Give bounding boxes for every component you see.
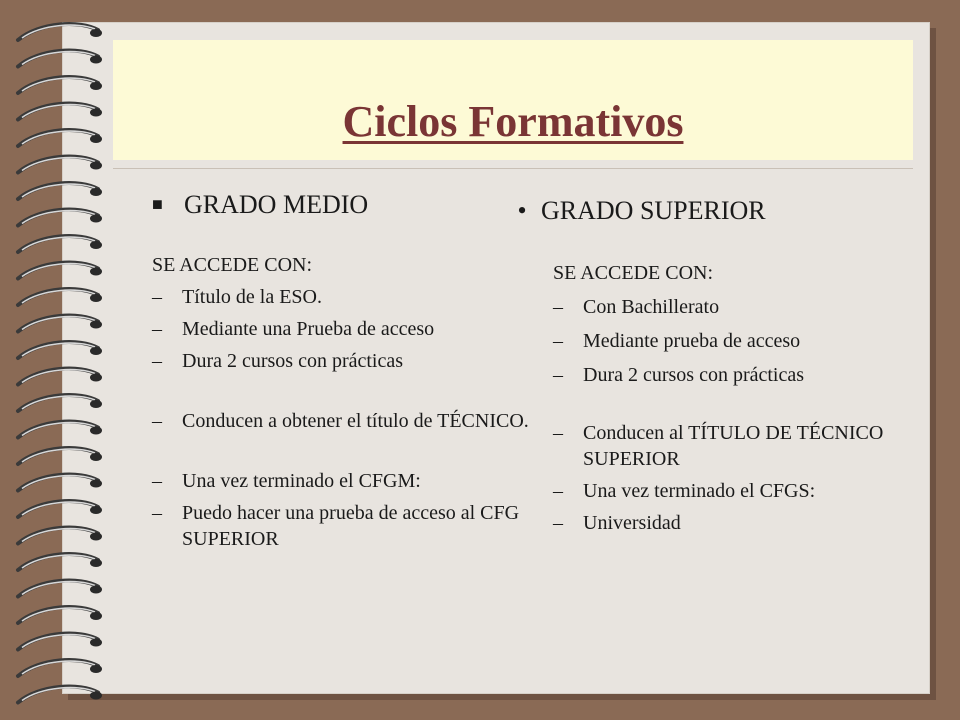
list-item: – Conducen a obtener el título de TÉCNICO. <box>152 410 529 432</box>
divider <box>113 168 913 169</box>
dot-bullet-icon: • <box>517 196 527 225</box>
grado-medio-subheading: SE ACCEDE CON: <box>152 254 313 276</box>
list-item: – Dura 2 cursos con prácticas <box>152 350 404 372</box>
list-item: – Mediante una Prueba de acceso <box>152 318 435 340</box>
grado-superior-column <box>503 198 903 536</box>
list-item: – Puedo hacer una prueba de acceso al CFG SUPERIOR <box>152 502 520 550</box>
page-title: Ciclos Formativos <box>342 97 684 146</box>
grado-medio-column <box>152 192 532 552</box>
grado-medio-heading-text: GRADO MEDIO <box>184 190 369 219</box>
list-item: – Título de la ESO. <box>152 286 322 308</box>
list-item: – Con Bachillerato <box>553 296 720 318</box>
list-item: – Dura 2 cursos con prácticas <box>553 364 805 386</box>
list-item: – Una vez terminado el CFGM: <box>152 470 421 492</box>
list-item: – Universidad <box>553 512 681 534</box>
list-item: – Una vez terminado el CFGS: <box>553 480 816 502</box>
spiral-binding-icon <box>0 0 120 720</box>
grado-superior-subheading: SE ACCEDE CON: <box>553 262 714 284</box>
grado-medio-heading <box>152 192 532 218</box>
grado-superior-heading-text: GRADO SUPERIOR <box>541 196 766 225</box>
list-item: – Conducen al TÍTULO DE TÉCNICO SUPERIOR <box>553 422 884 470</box>
square-bullet-icon: ■ <box>152 194 163 214</box>
grado-superior-heading <box>503 198 903 224</box>
list-item: – Mediante prueba de acceso <box>553 330 801 352</box>
